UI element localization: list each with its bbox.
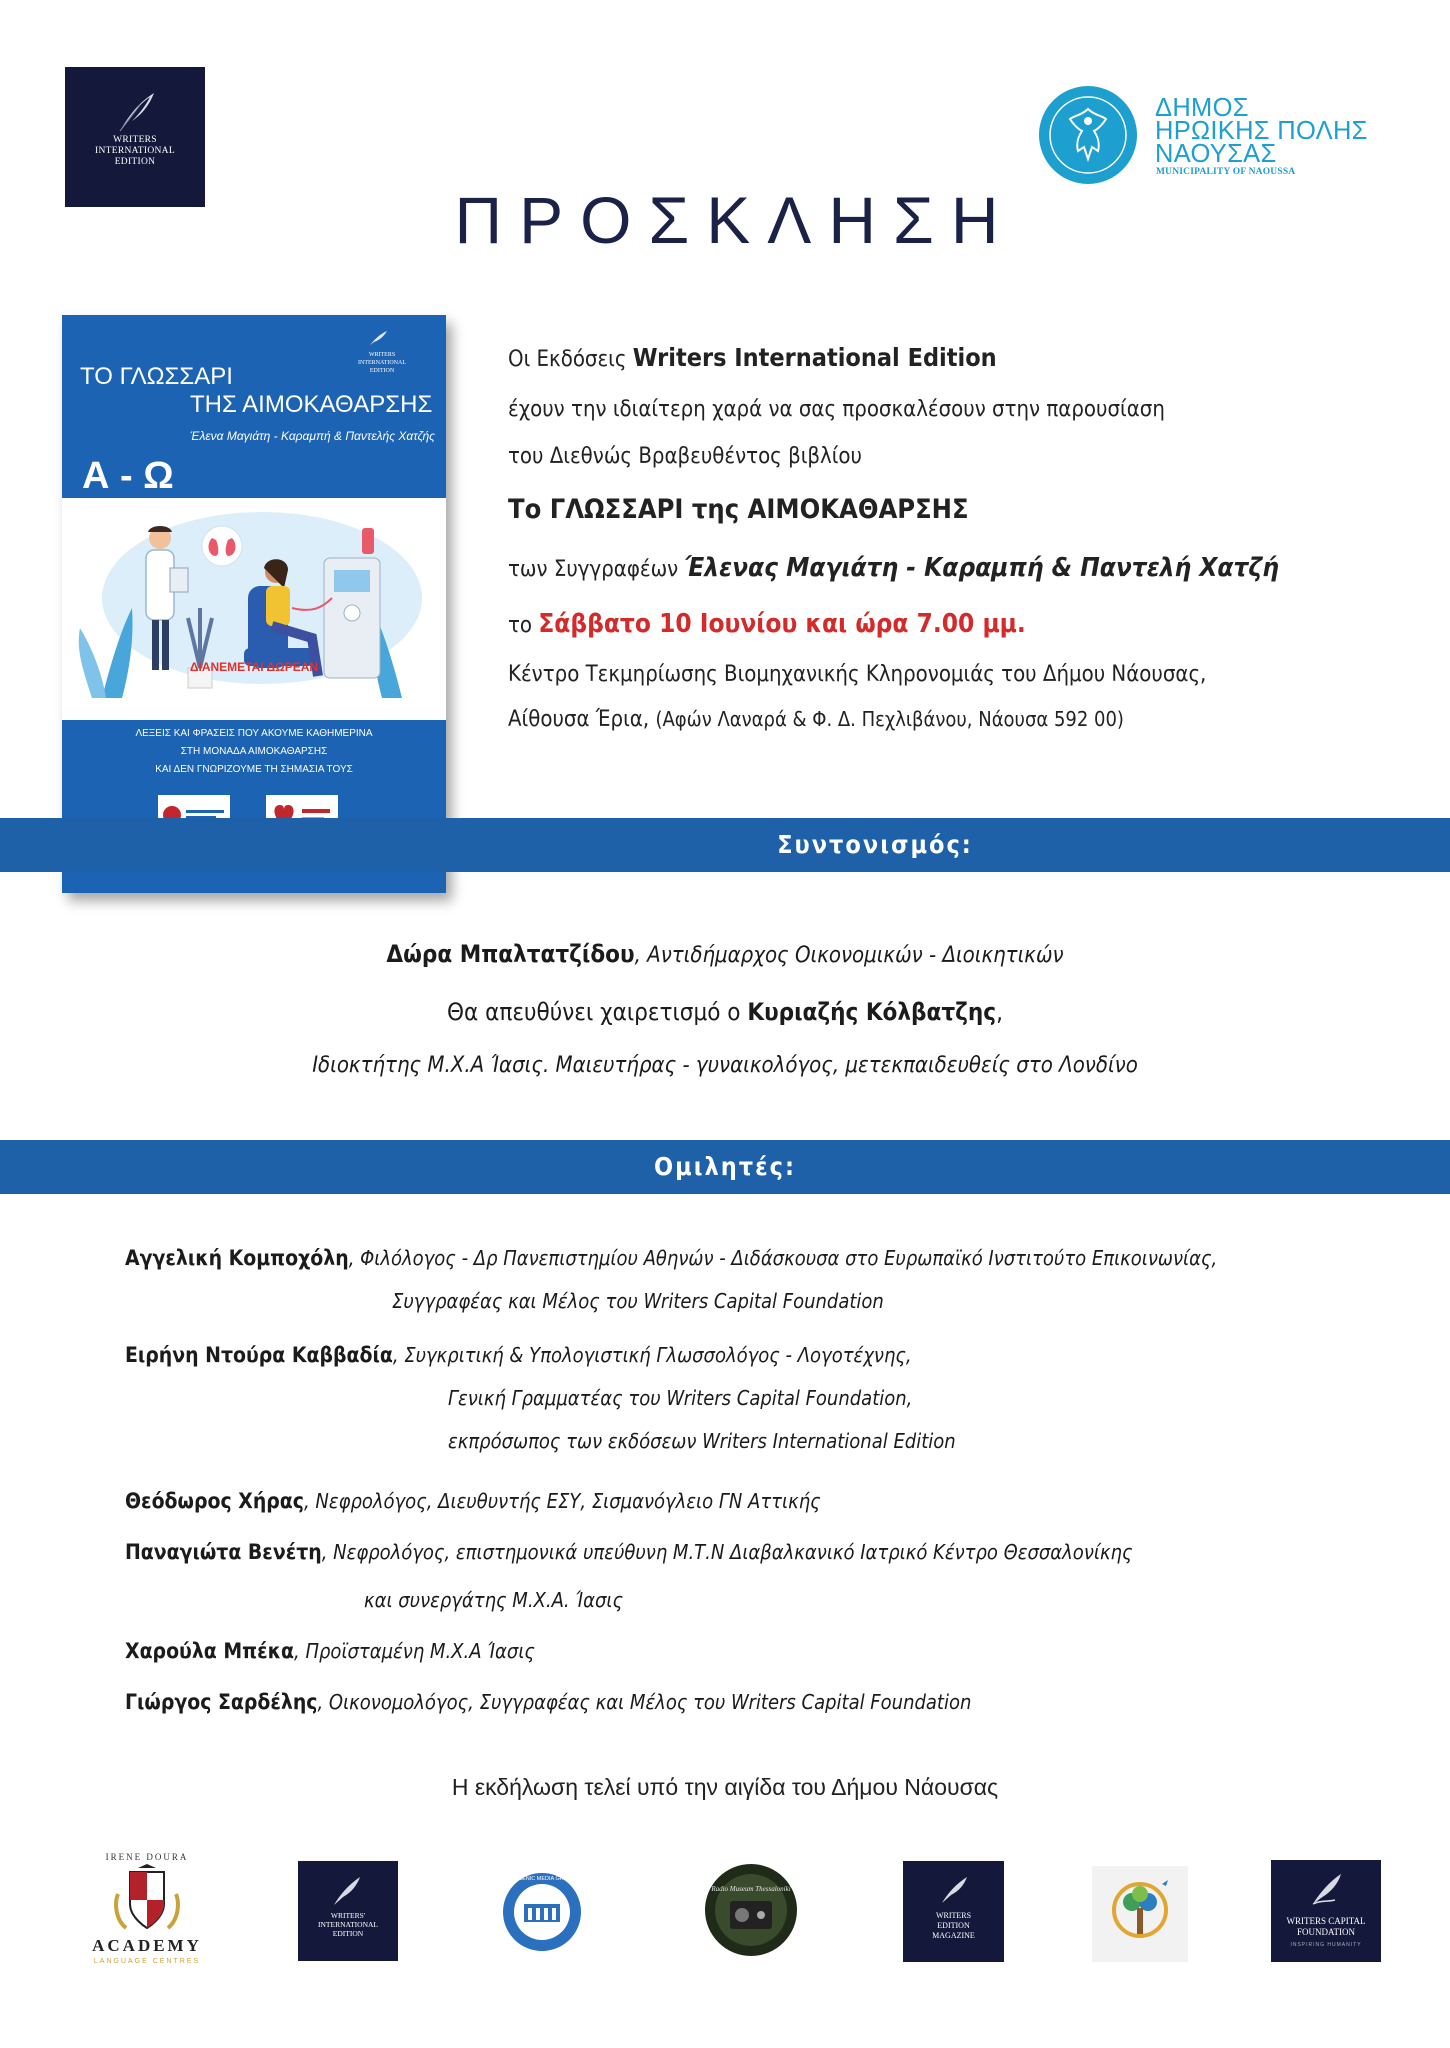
invitation-hall-line [508,707,1124,732]
speaker-role: , Οικονομολόγος, Συγγραφέας και Μέλος του Writers Capital Foundation [317,1690,972,1714]
quill-icon [1307,1870,1347,1910]
academy-sub: LANGUAGE CENTRES [93,1958,201,1965]
speaker-role-more: Συγγραφέας και Μέλος του Writers Capital Foundation [392,1289,884,1313]
publisher-logo-line: EDITION [114,157,156,167]
book-alpha-omega: Α - Ω [82,455,174,497]
municipality-seal-icon [1038,85,1138,185]
magazine-line: MAGAZINE [932,1931,975,1940]
invitation-line1 [508,343,997,372]
municipality-line: ΔΗΜΟΣ [1155,94,1249,122]
magazine-line: EDITION [937,1921,970,1930]
coordination-heading: Συντονισμός: [777,830,973,859]
magazine-logo [903,1861,1004,1962]
capital-sub: INSPIRING HUMANITY [1290,1942,1362,1948]
invitation-line3: του Διεθνώς Βραβευθέντος βιβλίου [508,444,862,469]
wie-footer-line: INTERNATIONAL [318,1920,378,1929]
greeting-role: Ιδιοκτήτης Μ.Χ.Α Ίασις. Μαιευτήρας - γυναικολόγος, μετεκπαιδευθείς στο Λονδίνο [312,1053,1138,1078]
speaker-item [125,1246,1217,1270]
greeting-line [0,998,1450,1026]
municipality-line: ΗΡΩΙΚΗΣ ΠΟΛΗΣ [1155,117,1368,145]
media-group-seal-icon [500,1870,584,1954]
coordination-bar [0,818,1450,872]
speaker-role: , Προϊσταμένη Μ.Χ.Α Ίασις [294,1639,535,1663]
speaker-item [125,1639,535,1663]
authors-intro: των Συγγραφέων [508,557,685,582]
speaker-role: , Νεφρολόγος, Διευθυντής ΕΣΥ, Σισμανόγλειο ΓΝ Αττικής [303,1489,821,1513]
tree-icon [1092,1866,1188,1962]
academy-name: ACADEMY [92,1936,202,1955]
speaker-name: Αγγελική Κομποχόλη [125,1246,349,1270]
speakers-bar [0,1140,1450,1194]
publisher-name: Writers International Edition [632,343,997,372]
page-title: ΠΡΟΣΚΛΗΣΗ [454,183,1016,257]
capital-foundation-logo [1271,1860,1381,1962]
event-address: (Αφών Λαναρά & Φ. Δ. Πεχλιβάνου, Νάουσα 592 00) [655,707,1124,731]
dialysis-illustration-icon [62,498,446,720]
speaker-name: Γιώργος Σαρδέλης [125,1690,318,1714]
book-subtitle-line: ΚΑΙ ΔΕΝ ΓΝΩΡΙΖΟΥΜΕ ΤΗ ΣΗΜΑΣΙΑ ΤΟΥΣ [155,764,353,775]
speaker-name: Ειρήνη Ντούρα Καββαδία [125,1343,393,1367]
coordinator-name: Δώρα Μπαλτατζίδου [386,940,635,968]
invitation-line2: έχουν την ιδιαίτερη χαρά να σας προσκαλέσουν στην παρουσίαση [508,397,1165,422]
quill-icon [367,329,389,347]
speaker-name: Χαρούλα Μπέκα [125,1639,295,1663]
speaker-name: Θεόδωρος Χήρας [125,1489,304,1513]
municipality-logo [1038,85,1378,185]
greeting-comma: , [996,998,1003,1026]
greeting-intro: Θα απευθύνει χαιρετισμό ο [447,998,748,1026]
book-subtitle-line: ΣΤΗ ΜΟΝΑΔΑ ΑΙΜΟΚΑΘΑΡΣΗΣ [180,746,328,757]
speaker-role-more: εκπρόσωπος των εκδόσεων Writers International Edition [448,1429,956,1453]
wie-footer-logo [298,1861,398,1961]
media-group-text: HELLENIC MEDIA GROUP [508,1876,576,1882]
speaker-role-more: και συνεργάτης Μ.Χ.Α. Ίασις [364,1588,624,1612]
invitation-authors-line [508,553,1279,583]
speaker-name: Παναγιώτα Βενέτη [125,1540,322,1564]
radio-museum-logo [704,1863,798,1957]
publisher-logo-line: INTERNATIONAL [95,146,175,156]
quill-icon [110,87,160,137]
book-subtitle-line: ΛΕΞΕΙΣ ΚΑΙ ΦΡΑΣΕΙΣ ΠΟΥ ΑΚΟΥΜΕ ΚΑΘΗΜΕΡΙΝΑ [135,728,373,739]
speaker-role: , Συγκριτική & Υπολογιστική Γλωσσολόγος - Λογοτέχνης, [392,1343,912,1367]
auspices-text: Η εκδήλωση τελεί υπό την αιγίδα του Δήμου Νάουσας [451,1774,999,1800]
speaker-role: , Φιλόλογος - Δρ Πανεπιστημίου Αθηνών - Διδάσκουσα στο Ευρωπαϊκό Ινστιτούτο Επικοινωνίας, [348,1246,1218,1270]
municipality-line: ΝΑΟΥΣΑΣ [1155,140,1277,168]
speaker-item [125,1343,912,1367]
quill-icon [328,1873,364,1909]
book-illustration [62,498,446,720]
magazine-line: WRITERS [935,1911,972,1920]
wie-footer-line: WRITERS' [330,1911,366,1920]
publisher-logo-line: WRITERS [113,135,157,145]
speaker-role: , Νεφρολόγος, επιστημονικά υπεύθυνη Μ.Τ.Ν Διαβαλκανικό Ιατρικό Κέντρο Θεσσαλονίκης [321,1540,1133,1564]
speaker-item [125,1489,821,1513]
speakers-heading: Ομιλητές: [654,1152,796,1181]
academy-crest-icon [110,1864,184,1934]
book-title-line2: ΤΗΣ ΑΙΜΟΚΑΘΑΡΣΗΣ [190,391,433,418]
book-free-label: ΔΙΑΝΕΜΕΤΑΙ ΔΩΡΕΑΝ [189,660,319,674]
book-title-line1: ΤΟ ΓΛΩΣΣΑΡΙ [80,363,233,390]
event-hall: Αίθουσα Έρια, [508,707,656,732]
event-date: Σάββατο 10 Ιουνίου και ώρα 7.00 μμ. [538,609,1026,639]
municipality-sub: MUNICIPALITY OF NAOUSSA [1156,167,1296,177]
book-authors: Έλενα Μαγιάτη - Καραμπή & Παντελής Χατζής [190,429,435,443]
coordinator-role: , Αντιδήμαρχος Οικονομικών - Διοικητικών [634,943,1064,968]
event-book-title: Το ΓΛΩΣΣΑΡΙ της ΑΙΜΟΚΑΘΑΡΣΗΣ [508,494,969,525]
quill-icon [937,1873,971,1907]
book-publisher-line: WRITERS [368,352,396,358]
speaker-item [125,1540,1133,1564]
book-cover [62,315,446,893]
tree-logo [1092,1866,1188,1962]
speaker-item [125,1690,971,1714]
book-publisher-line: EDITION [369,368,395,374]
capital-line: FOUNDATION [1297,1927,1355,1937]
academy-logo [72,1852,222,1972]
media-group-logo [500,1870,584,1954]
radio-museum-seal-icon [704,1863,798,1957]
coordinator-line [0,940,1450,968]
date-intro: το [508,613,539,638]
event-venue: Κέντρο Τεκμηρίωσης Βιομηχανικής Κληρονομιάς του Δήμου Νάουσας, [508,662,1207,687]
academy-arc-text: IRENE DOURA [105,1852,189,1862]
greeting-name: Κυριαζής Κόλβατζης [747,998,997,1026]
authors-names: Έλενας Μαγιάτη - Καραμπή & Παντελή Χατζή [684,553,1279,583]
speaker-role-more: Γενική Γραμματέας του Writers Capital Foundation, [448,1386,913,1410]
invitation-date-line [508,609,1026,639]
wie-footer-line: EDITION [332,1929,364,1938]
capital-line: WRITERS CAPITAL [1286,1916,1366,1926]
invitation-intro: Οι Εκδόσεις [508,347,633,372]
radio-museum-text: Radio Museum Thessaloniki [711,1885,791,1893]
book-publisher-line: INTERNATIONAL [358,360,406,366]
